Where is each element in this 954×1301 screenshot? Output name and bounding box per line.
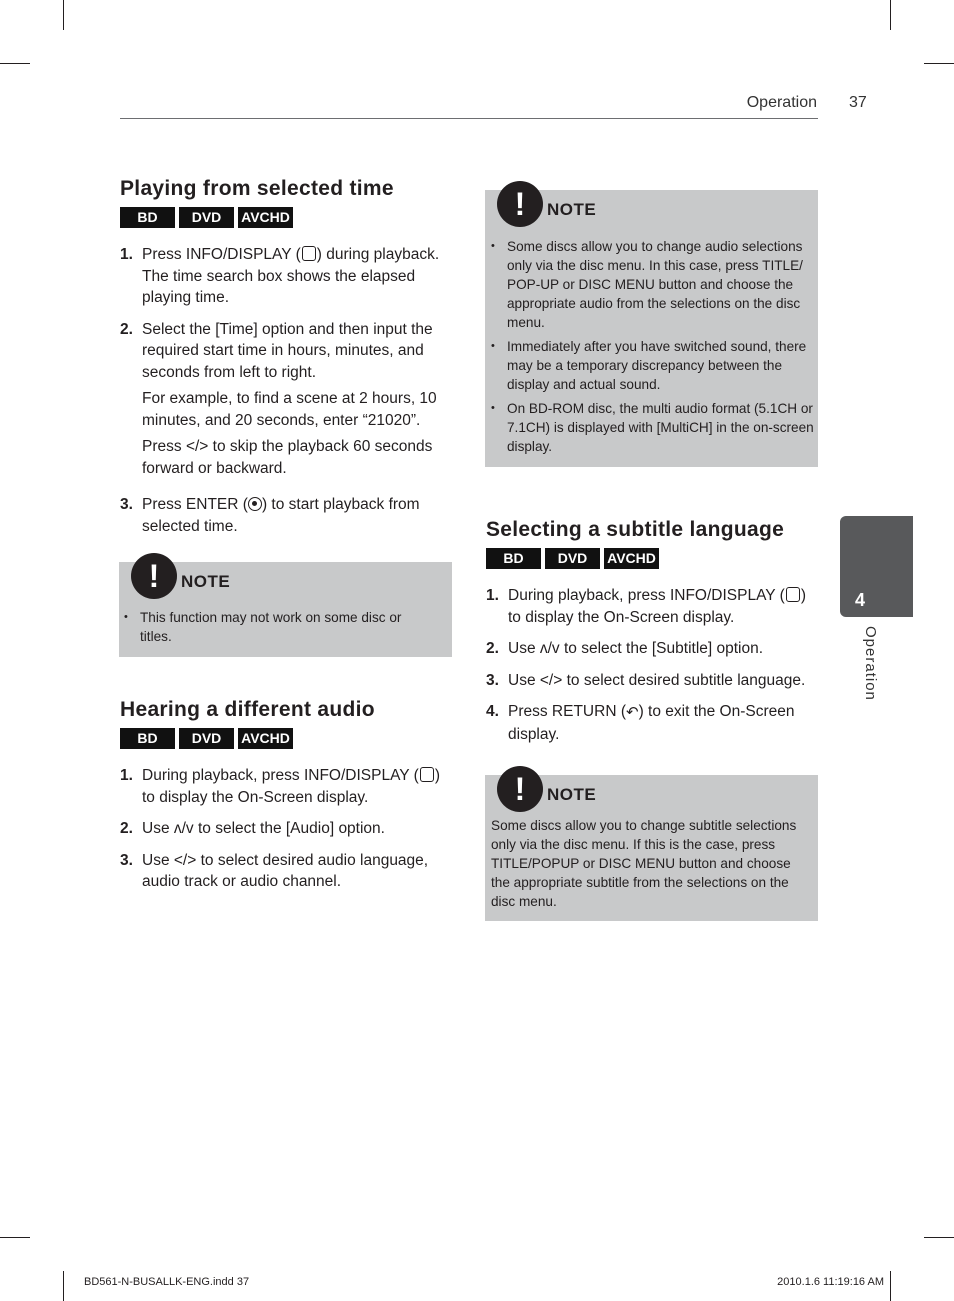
disc-badges <box>486 548 822 569</box>
badge-avchd: AVCHD <box>238 207 293 228</box>
left-right-arrow-icon: </> <box>173 851 197 869</box>
step-number: 3. <box>120 496 133 513</box>
section-hearing-different-audio <box>120 698 454 903</box>
left-right-arrow-icon: </> <box>539 671 563 689</box>
info-display-button-icon <box>420 767 434 782</box>
crop-mark <box>63 0 64 30</box>
step-number: 1. <box>486 587 499 604</box>
badge-bd: BD <box>486 548 541 569</box>
step-item: 3. Press ENTER ( ) to start playback from selected time. <box>120 494 454 537</box>
header-rule <box>120 118 818 119</box>
note-item: • On BD-ROM disc, the multi audio format (5.1CH or 7.1CH) is displayed with [MultiCH] in the on-screen display. <box>489 399 815 456</box>
badge-avchd: AVCHD <box>604 548 659 569</box>
note-text: Some discs allow you to change subtitle selections only via the disc menu. If this is the case, press TITLE/POPUP or DISC MENU button and choose the appropriate subtitle from the selections on the disc menu. <box>491 818 797 909</box>
page-number: 37 <box>849 94 867 111</box>
crop-mark <box>890 1271 891 1301</box>
step-number: 1. <box>120 767 133 784</box>
footer-filename: BD561-N-BUSALLK-ENG.indd 37 <box>84 1276 250 1288</box>
note-list <box>122 608 432 651</box>
exclamation-icon: ! <box>131 553 177 599</box>
step-item: 1. During playback, press INFO/DISPLAY ( ) to display the On-Screen display. <box>120 765 454 808</box>
step-list <box>120 765 454 893</box>
section-title: Playing from selected time <box>120 177 394 200</box>
up-down-arrow-icon: ʌ/v <box>539 640 560 657</box>
info-display-button-icon <box>786 587 800 602</box>
chapter-tab <box>840 516 913 617</box>
step-number: 2. <box>120 320 133 338</box>
step-item: 2. Use ʌ/v to select the [Audio] option. <box>120 818 454 840</box>
step-number: 3. <box>120 851 133 869</box>
badge-bd: BD <box>120 728 175 749</box>
up-down-arrow-icon: ʌ/v <box>173 820 194 837</box>
crop-mark <box>924 63 954 64</box>
note-box <box>485 771 818 921</box>
step-number: 2. <box>486 640 499 657</box>
step-item: 2. Use ʌ/v to select the [Subtitle] option. <box>486 638 822 660</box>
note-item: • Some discs allow you to change audio selections only via the disc menu. In this case, press TITLE/ POP-UP or DISC MENU button and choose the appropriate audio from the selections on the disc menu. <box>489 237 815 332</box>
step-list <box>486 585 822 745</box>
step-number: 2. <box>120 820 133 837</box>
note-title: NOTE <box>181 572 231 591</box>
note-box <box>119 558 452 657</box>
disc-badges <box>120 728 454 749</box>
note-item: • This function may not work on some disc or titles. <box>122 608 432 646</box>
disc-badges <box>120 207 454 228</box>
badge-dvd: DVD <box>179 207 234 228</box>
chapter-number: 4 <box>855 590 866 610</box>
step-item: 2. Select the [Time] option and then input the required start time in hours, minutes, and seconds from left to right. For example, to find a scene at 2 hours, 10 minutes, and 20 seconds, enter “21020”. Press </> to skip the playback 60 seconds forward or backward. <box>120 319 454 485</box>
chapter-label: Operation <box>862 626 879 701</box>
badge-avchd: AVCHD <box>238 728 293 749</box>
badge-dvd: DVD <box>545 548 600 569</box>
return-arrow-icon: ↶ <box>625 704 639 721</box>
left-right-arrow-icon: </> <box>185 438 209 455</box>
footer-timestamp: 2010.1.6 11:19:16 AM <box>777 1276 884 1288</box>
badge-dvd: DVD <box>179 728 234 749</box>
crop-mark <box>63 1271 64 1301</box>
step-list <box>120 244 454 537</box>
note-item: • Immediately after you have switched sound, there may be a temporary discrepancy between the display and actual sound. <box>489 337 815 394</box>
step-number: 4. <box>486 703 499 720</box>
running-header-section: Operation <box>746 94 817 111</box>
note-title: NOTE <box>547 200 597 219</box>
crop-mark <box>0 1237 30 1238</box>
section-selecting-subtitle-language <box>486 518 822 755</box>
section-title: Selecting a subtitle language <box>486 518 785 541</box>
crop-mark <box>890 0 891 30</box>
crop-mark <box>0 63 30 64</box>
exclamation-icon: ! <box>497 766 543 812</box>
note-list <box>489 237 815 461</box>
step-item: 4. Press RETURN (↶) to exit the On-Screen display. <box>486 701 822 745</box>
step-number: 1. <box>120 246 133 263</box>
enter-button-icon <box>248 497 262 511</box>
step-item: 3. Use </> to select desired audio language, audio track or audio channel. <box>120 850 454 893</box>
step-number: 3. <box>486 671 499 689</box>
note-title: NOTE <box>547 785 597 804</box>
crop-mark <box>924 1237 954 1238</box>
info-display-button-icon <box>302 246 316 261</box>
step-item: 3. Use </> to select desired subtitle language. <box>486 670 822 692</box>
badge-bd: BD <box>120 207 175 228</box>
exclamation-icon: ! <box>497 181 543 227</box>
section-title: Hearing a different audio <box>120 698 375 721</box>
step-item: 1. During playback, press INFO/DISPLAY ( ) to display the On-Screen display. <box>486 585 822 628</box>
note-box <box>485 186 818 467</box>
step-item: 1. Press INFO/DISPLAY ( ) during playback. The time search box shows the elapsed playing time. <box>120 244 454 309</box>
section-playing-from-selected-time <box>120 177 454 547</box>
